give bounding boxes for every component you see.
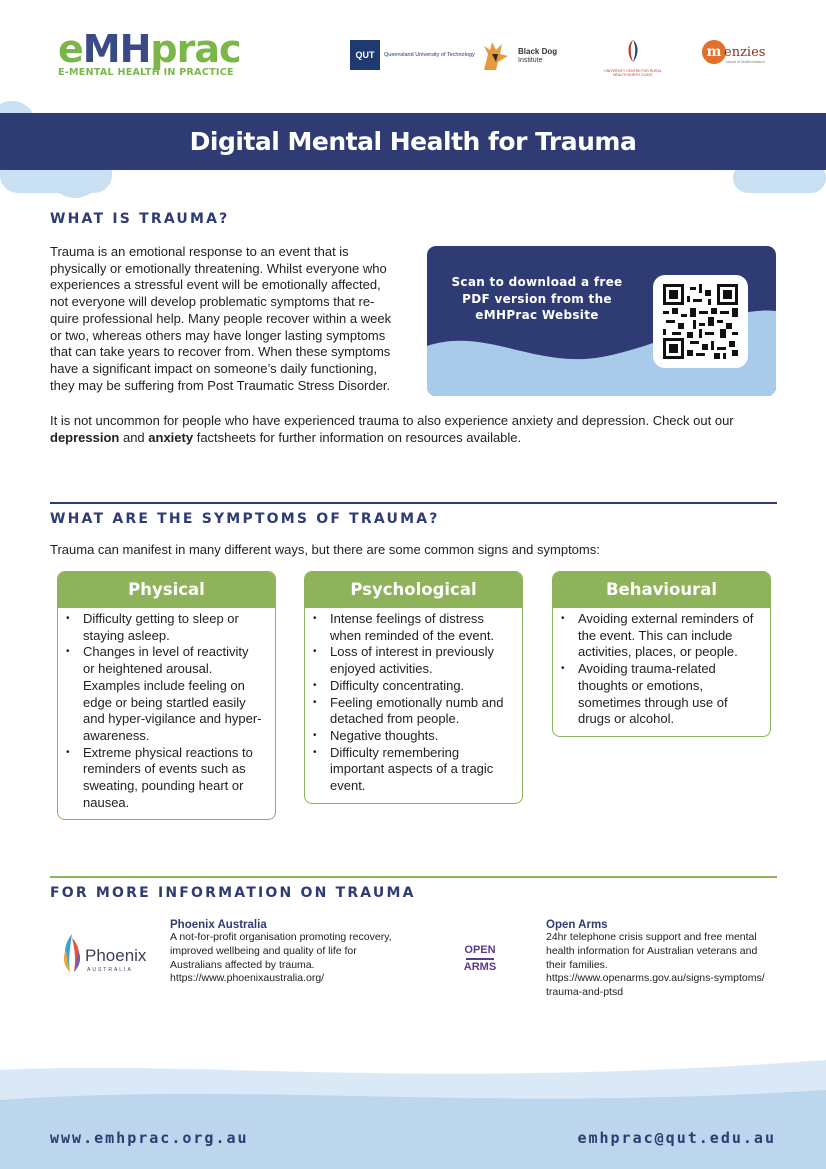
phoenix-australia-resource xyxy=(170,919,430,986)
list-item: • Avoiding trauma-related thoughts or emotions, sometimes through use of drugs or alcohol. xyxy=(578,661,758,728)
what-is-trauma-paragraph: Trauma is an emotional response to an event that is physically or emotionally threatening. Whilst everyone who experiences a stressful event will be emotionally affected, not everyone will develop problematic symptoms that re- quire professional help. Many people recover within a week or two, whereas others may have longer lasting symptoms that can take years to recover from. When these symptoms have a significant impact on someone’s daily functioning, they may be suffering from Post Traumatic Stress Disorder. xyxy=(50,244,392,393)
section-divider xyxy=(50,502,777,504)
behavioural-symptoms-card xyxy=(552,571,771,737)
emhprac-logo: eMHprac E-MENTAL HEALTH IN PRACTICE xyxy=(58,27,241,78)
qr-code-frame[interactable] xyxy=(653,275,748,368)
trauma-anxiety-note: It is not uncommon for people who have experienced trauma to also experience anxiety and depression. Check out our depression and anxiety factsheets for further information on resources available. xyxy=(50,413,734,445)
resource-link[interactable]: https://www.phoenixaustralia.org/ xyxy=(170,972,325,985)
qut-logo: QUT Queensland University of Technology xyxy=(350,40,494,70)
list-item: • Negative thoughts. xyxy=(330,728,510,745)
footer-email-link[interactable]: emhprac@qut.edu.au xyxy=(577,1129,776,1147)
depression-link[interactable]: depression xyxy=(50,429,120,445)
qr-caption: Scan to download a free PDF version from the eMHPrac Website xyxy=(451,275,623,322)
list-item: • Difficulty concentrating. xyxy=(330,678,510,695)
phoenix-australia-logo[interactable]: Phoenix AUSTRALIA xyxy=(60,932,160,976)
card-title: Psychological xyxy=(305,572,522,608)
card-title: Physical xyxy=(58,572,275,608)
page-title: Digital Mental Health for Trauma xyxy=(189,127,637,156)
resource-description: A not-for-profit organisation promoting recovery, improved wellbeing and quality of life for Australians affected by trauma. https://www.phoenixaustralia.org/ xyxy=(170,931,430,986)
qr-download-panel[interactable] xyxy=(427,246,776,396)
resource-title: Open Arms xyxy=(546,919,608,931)
section-divider xyxy=(50,876,777,878)
black-dog-institute-logo: Black Dog Institute xyxy=(478,40,557,72)
what-is-trauma-heading: WHAT IS TRAUMA? xyxy=(50,211,230,227)
resource-title: Phoenix Australia xyxy=(170,919,267,931)
list-item: • Loss of interest in previously enjoyed activities. xyxy=(330,644,510,677)
list-item: • Difficulty remembering important aspects of a tragic event. xyxy=(330,745,510,795)
black-dog-hand-icon xyxy=(478,40,514,72)
list-item: • Intense feelings of distress when reminded of the event. xyxy=(330,611,510,644)
list-item: • Changes in level of reactivity or heightened arousal. Examples include feeling on edge or being startled easily and hyper-vigilance and hyper-awareness. xyxy=(83,644,263,744)
resource-description: 24hr telephone crisis support and free mental health information for Australian veterans and their families. https://www.openarms.gov.au/signs-symptoms/ trauma-and-ptsd xyxy=(546,931,786,1000)
footer-wave xyxy=(0,1030,826,1169)
physical-symptoms-card xyxy=(57,571,276,820)
list-item: • Extreme physical reactions to reminders of events such as sweating, pounding heart or nausea. xyxy=(83,745,263,812)
qr-code-icon xyxy=(663,284,738,359)
open-arms-logo[interactable]: OPEN ARMS xyxy=(463,944,497,973)
anxiety-link[interactable]: anxiety xyxy=(148,429,194,445)
menzies-logo: m enzies school of health research xyxy=(702,40,765,64)
symptoms-heading: WHAT ARE THE SYMPTOMS OF TRAUMA? xyxy=(50,511,440,527)
resource-link[interactable]: trauma-and-ptsd xyxy=(546,986,624,999)
card-title: Behavioural xyxy=(553,572,770,608)
psychological-symptoms-card xyxy=(304,571,523,804)
list-item: • Difficulty getting to sleep or staying asleep. xyxy=(83,611,263,644)
footer-website-link[interactable]: www.emhprac.org.au xyxy=(50,1129,249,1147)
ucrh-logo: UNIVERSITY CENTRE FOR RURAL HEALTH NORTH COAST xyxy=(604,38,662,77)
title-banner xyxy=(0,113,826,170)
resource-link[interactable]: https://www.openarms.gov.au/signs-symptoms/ xyxy=(546,972,765,985)
more-info-heading: FOR MORE INFORMATION ON TRAUMA xyxy=(50,885,416,901)
phoenix-flame-icon xyxy=(60,932,84,974)
list-item: • Avoiding external reminders of the event. This can include activities, places, or people. xyxy=(578,611,758,661)
ucrh-emblem-icon xyxy=(621,38,645,64)
symptoms-intro: Trauma can manifest in many different ways, but there are some common signs and symptoms: xyxy=(50,542,600,557)
open-arms-resource xyxy=(546,919,786,1000)
list-item: • Feeling emotionally numb and detached from people. xyxy=(330,695,510,728)
